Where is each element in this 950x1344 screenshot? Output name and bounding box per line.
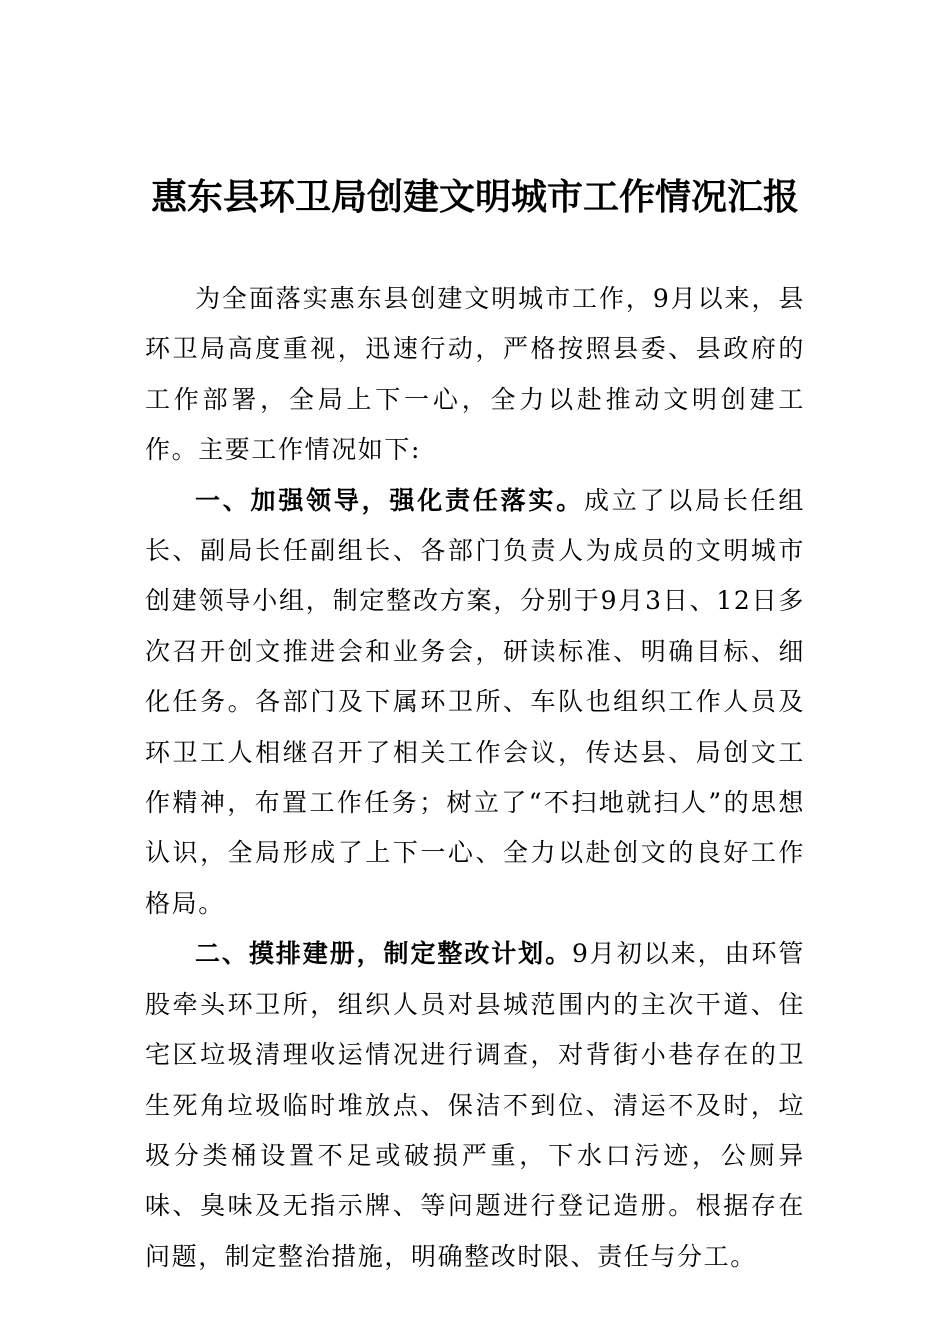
paragraph-section-1 xyxy=(145,476,805,930)
section-2-text: 9月初以来，由环管股牵头环卫所，组织人员对县城范围内的主次干道、住宅区垃圾清理收运情况进行调查，对背街小巷存在的卫生死角垃圾临时堆放点、保洁不到位、清运不及时，垃圾分类桶设置不足或破损严重，下水口污迹，公厕异味、臭味及无指示牌、等问题进行登记造册。根据存在问题，制定整治措施，明确整改时限、责任与分工。 xyxy=(145,939,806,1271)
section-2-heading: 二、摸排建册，制定整改计划。 xyxy=(195,939,573,969)
paragraph-intro xyxy=(145,274,805,476)
section-1-heading: 一、加强领导，强化责任落实。 xyxy=(195,485,584,515)
section-1-text: 成立了以局长任组长、副局长任副组长、各部门负责人为成员的文明城市创建领导小组，制定整改方案，分别于9月3日、12日多次召开创文推进会和业务会，研读标准、明确目标、细化任务。各部门及下属环卫所、车队也组织工作人员及环卫工人相继召开了相关工作会议，传达县、局创文工作精神，布置工作任务；树立了“不扫地就扫人”的思想认识，全局形成了上下一心、全力以赴创文的良好工作格局。 xyxy=(145,485,805,918)
document-body xyxy=(145,274,805,1282)
document-title: 惠东县环卫局创建文明城市工作情况汇报 xyxy=(150,176,799,218)
paragraph-intro-text: 为全面落实惠东县创建文明城市工作，9月以来，县环卫局高度重视，迅速行动，严格按照县委、县政府的工作部署，全局上下一心，全力以赴推动文明创建工作。主要工作情况如下: xyxy=(145,284,805,465)
paragraph-section-2 xyxy=(145,929,805,1282)
